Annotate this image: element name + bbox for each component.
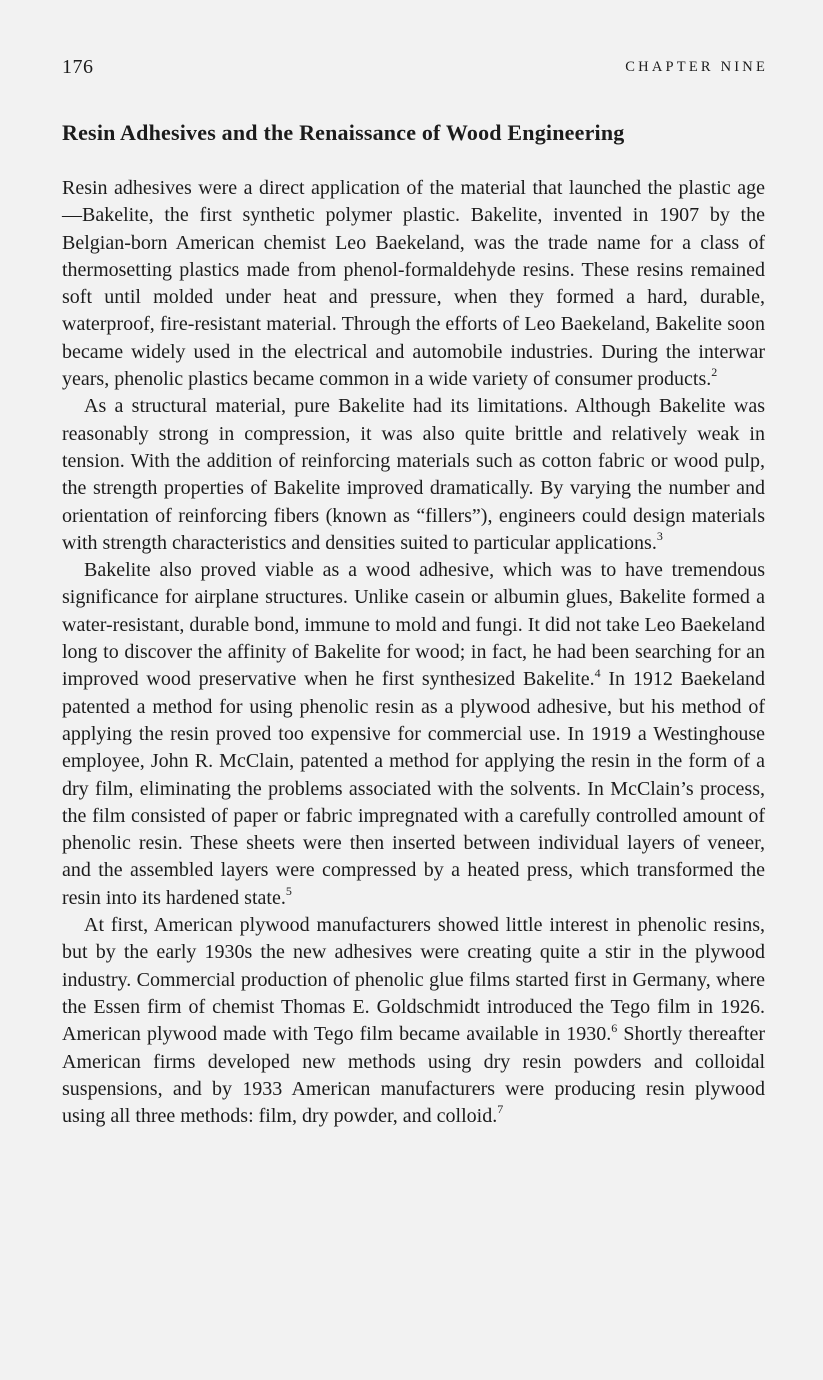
running-head: [62, 56, 768, 82]
paragraph: [62, 393, 765, 557]
body-text: [62, 175, 765, 1130]
paragraph-text: At first, American plywood manufacturers showed little interest in phenolic resins, but by the early 1930s the new adhesives were creating quite a stir in the plywood industry. Commercial production of phenolic glue films started first in Germany, where the Essen firm of chemist Thomas E. Goldschmidt introduced the Tego film in 1926. American plywood made with Tego film became available in 1930.: [62, 914, 765, 1046]
footnote-ref: 6: [611, 1020, 618, 1035]
footnote-ref: 7: [497, 1102, 504, 1117]
footnote-ref: 2: [711, 365, 718, 380]
paragraph: [62, 912, 765, 1130]
paragraph: [62, 557, 765, 912]
paragraph-text: Bakelite also proved viable as a wood adhesive, which was to have tremendous significance for airplane structures. Unlike casein or albumin glues, Bakelite formed a water-resistant, durable bond, immune to mold and fungi. It did not take Leo Baekeland long to discover the affinity of Bakelite for wood; in fact, he had been searching for an improved wood preservative when he first synthesized Bakelite.: [62, 559, 765, 691]
paragraph-text: In 1912 Baekeland patented a method for using phenolic resin as a plywood adhesive, but his method of applying the resin proved too expensive for commercial use. In 1919 a Westinghouse employee, John R. McClain, patented a method for applying the resin in the form of a dry film, eliminating the problems associated with the solvents. In McClain’s process, the film consisted of paper or fabric impregnated with a carefully controlled amount of phenolic resin. These sheets were then inserted between individual layers of veneer, and the assembled layers were compressed by a heated press, which transformed the resin into its hardened state.: [62, 668, 765, 909]
footnote-ref: 4: [594, 665, 601, 680]
paragraph: [62, 175, 765, 393]
chapter-title: CHAPTER NINE: [625, 59, 768, 75]
footnote-ref: 3: [656, 529, 663, 544]
footnote-ref: 5: [285, 884, 292, 899]
page-number: 176: [62, 56, 94, 78]
paragraph-text: As a structural material, pure Bakelite had its limitations. Although Bakelite was reasonably strong in compression, it was also quite brittle and relatively weak in tension. With the addition of reinforcing materials such as cotton fabric or wood pulp, the strength properties of Bakelite improved dramatically. By varying the number and orientation of reinforcing fibers (known as “fillers”), engineers could design materials with strength characteristics and densities suited to particular applications.: [62, 395, 765, 554]
paragraph-text: Resin adhesives were a direct application of the material that launched the plastic age—Bakelite, the first synthetic polymer plastic. Bakelite, invented in 1907 by the Belgian-born American chemist Leo Baekeland, was the trade name for a class of thermosetting plastics made from phenol-formaldehyde resins. These resins remained soft until molded under heat and pressure, when they formed a hard, durable, waterproof, fire-resistant material. Through the efforts of Leo Baekeland, Bakelite soon became widely used in the electrical and automobile industries. During the interwar years, phenolic plastics became common in a wide variety of consumer products.: [62, 177, 765, 391]
section-heading: Resin Adhesives and the Renaissance of Wood Engineering: [62, 120, 625, 145]
paragraph-text: Shortly thereafter American firms developed new methods using dry resin powders and colloidal suspensions, and by 1933 American manufacturers were producing resin plywood using all three methods: film, dry powder, and colloid.: [62, 1023, 766, 1128]
